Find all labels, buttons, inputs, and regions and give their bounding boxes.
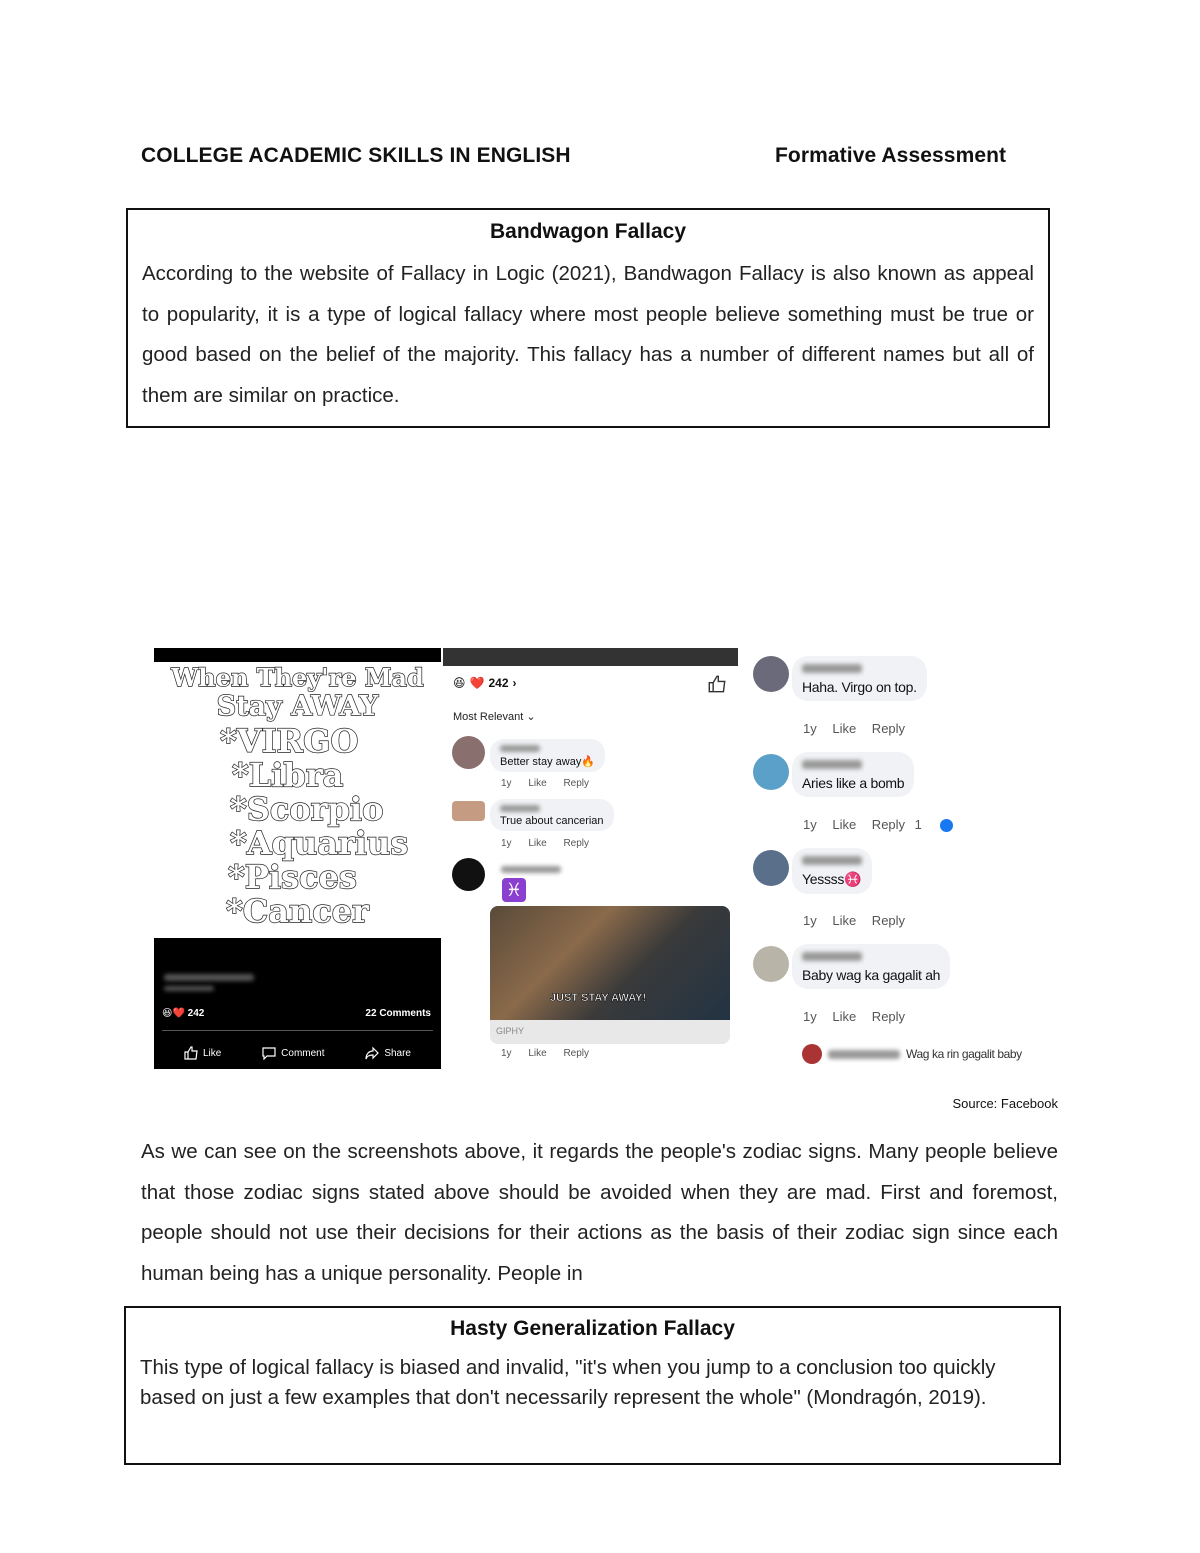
zodiac-sign-list — [154, 724, 441, 928]
comment-meta-text: 1y Like Reply — [803, 817, 906, 832]
avatar[interactable] — [753, 754, 789, 790]
comment-text: Haha. Virgo on top. — [802, 679, 917, 695]
meme-text — [154, 664, 441, 928]
hasty-definition: This type of logical fallacy is biased and invalid, "it's when you jump to a conclusion too quickly based on just a few examples that don't necessarily represent the whole" (Mondragón, 2019). — [140, 1356, 996, 1409]
zodiac-sign: *Libra — [232, 756, 344, 794]
avatar — [802, 1044, 822, 1064]
share-icon — [365, 1046, 379, 1060]
avatar[interactable] — [452, 801, 485, 821]
like-reaction-icon — [940, 819, 953, 832]
comment-meta[interactable]: 1y Like Reply — [501, 1048, 590, 1059]
blurred-commenter-name — [802, 664, 862, 673]
comment-bubble — [792, 656, 927, 701]
giphy-label: GIPHY — [496, 1026, 525, 1036]
love-icon: ❤️ — [469, 676, 485, 690]
bandwagon-definition: According to the website of Fallacy in Logic (2021), Bandwagon Fallacy is also known as appeal to popularity, it is a type of logical fallacy where most people believe something must be true or good based on the belief of the majority. This fallacy has a number of different names but all of them are similar on practice. — [142, 262, 1034, 407]
comments-count[interactable]: 22 Comments — [365, 1008, 431, 1019]
haha-icon: 😆 — [162, 1008, 173, 1019]
comment-bubble — [490, 739, 605, 772]
comment-meta[interactable]: 1y Like Reply — [501, 838, 590, 849]
comment-text: Baby wag ka gagalit ah — [802, 967, 941, 983]
comment-bubble — [490, 799, 614, 831]
meme-line-2: Stay AWAY — [216, 691, 379, 722]
avatar[interactable] — [753, 850, 789, 886]
chevron-down-icon: ⌄ — [526, 711, 536, 723]
chevron-right-icon: › — [512, 676, 517, 690]
blurred-page-name — [164, 974, 254, 981]
avatar[interactable] — [452, 858, 485, 891]
reply-preview[interactable] — [802, 1044, 1022, 1064]
comment-bubble — [792, 752, 914, 797]
haha-icon: 😆 — [453, 676, 466, 690]
zodiac-sign: *Scorpio — [230, 790, 384, 828]
comment-meta[interactable]: 1y Like Reply — [501, 778, 590, 789]
bandwagon-box — [126, 208, 1050, 428]
course-title: COLLEGE ACADEMIC SKILLS IN ENGLISH — [141, 144, 571, 167]
meme-top-bar — [154, 648, 441, 662]
meme-line-1: When They're Mad — [171, 663, 424, 692]
blurred-commenter-name — [802, 856, 862, 865]
zodiac-sign: *Aquarius — [230, 824, 409, 862]
reaction-count: 242 — [488, 676, 509, 690]
post-actions — [184, 1046, 411, 1060]
love-icon: ❤️ — [172, 1008, 185, 1019]
blurred-commenter-name — [828, 1050, 900, 1059]
gif-attachment[interactable] — [490, 906, 730, 1044]
bandwagon-title: Bandwagon Fallacy — [489, 220, 687, 243]
share-button[interactable] — [365, 1046, 411, 1060]
reaction-count: 242 — [187, 1008, 205, 1019]
gif-caption: JUST STAY AWAY! — [550, 992, 647, 1004]
sort-dropdown[interactable] — [453, 710, 536, 723]
thumbs-up-icon — [184, 1046, 198, 1060]
thumbs-up-icon[interactable] — [708, 675, 726, 693]
gif-image — [490, 906, 730, 1020]
avatar[interactable] — [753, 946, 789, 982]
comment-meta[interactable]: 1y Like Reply — [803, 913, 906, 928]
zodiac-sign: *VIRGO — [220, 722, 359, 760]
avatar[interactable] — [452, 736, 485, 769]
comment-bubble — [792, 848, 872, 894]
source-caption: Source: Facebook — [952, 1096, 1058, 1111]
reaction-summary[interactable] — [453, 676, 517, 690]
post-footer — [154, 938, 441, 1069]
analysis-paragraph: As we can see on the screenshots above, it regards the people's zodiac signs. Many people believe that those zodiac signs stated above should be avoided when they are mad. First and foremost, people should not use their decisions for their actions as the basis of their zodiac sign since each human being has a unique personality. People in — [141, 1140, 1058, 1285]
zodiac-sign: *Pisces — [228, 858, 357, 896]
phone-status-bar — [443, 648, 738, 666]
pisces-emoji: ♓ — [502, 878, 526, 902]
mobile-comments-screenshot — [443, 648, 738, 1069]
comment-text: Yessss♓ — [802, 871, 862, 887]
reply-text: Wag ka rin gagalit baby — [906, 1047, 1022, 1061]
reaction-count-group[interactable] — [162, 1008, 204, 1019]
comment-label: Comment — [281, 1047, 325, 1059]
blurred-commenter-name — [500, 745, 540, 752]
assessment-label: Formative Assessment — [775, 144, 1007, 167]
share-label: Share — [384, 1047, 411, 1059]
zodiac-sign: *Cancer — [226, 892, 369, 930]
like-button[interactable] — [184, 1046, 221, 1060]
sort-label: Most Relevant — [453, 711, 524, 723]
blurred-commenter-name — [802, 952, 862, 961]
comment-meta[interactable] — [803, 817, 953, 832]
blurred-commenter-name — [802, 760, 862, 769]
meme-post-screenshot — [154, 648, 441, 1069]
comment-bubble — [792, 944, 950, 989]
comment-text: Better stay away🔥 — [500, 756, 596, 768]
comment-text: Aries like a bomb — [802, 775, 905, 791]
divider — [162, 1030, 433, 1031]
comment-text: True about cancerian — [500, 815, 604, 827]
hasty-title: Hasty Generalization Fallacy — [450, 1317, 735, 1340]
like-label: Like — [203, 1047, 222, 1059]
comment-meta[interactable]: 1y Like Reply — [803, 1009, 906, 1024]
hasty-generalization-box — [124, 1306, 1061, 1465]
comment-icon — [262, 1046, 276, 1060]
avatar[interactable] — [753, 656, 789, 692]
blurred-post-date — [164, 986, 214, 991]
reaction-summary — [162, 1008, 431, 1019]
reaction-count: 1 — [914, 817, 922, 832]
comment-meta[interactable]: 1y Like Reply — [803, 721, 906, 736]
comment-button[interactable] — [262, 1046, 324, 1060]
desktop-comments-screenshot — [748, 648, 1038, 1073]
blurred-commenter-name — [500, 805, 540, 812]
blurred-commenter-name — [501, 866, 561, 873]
